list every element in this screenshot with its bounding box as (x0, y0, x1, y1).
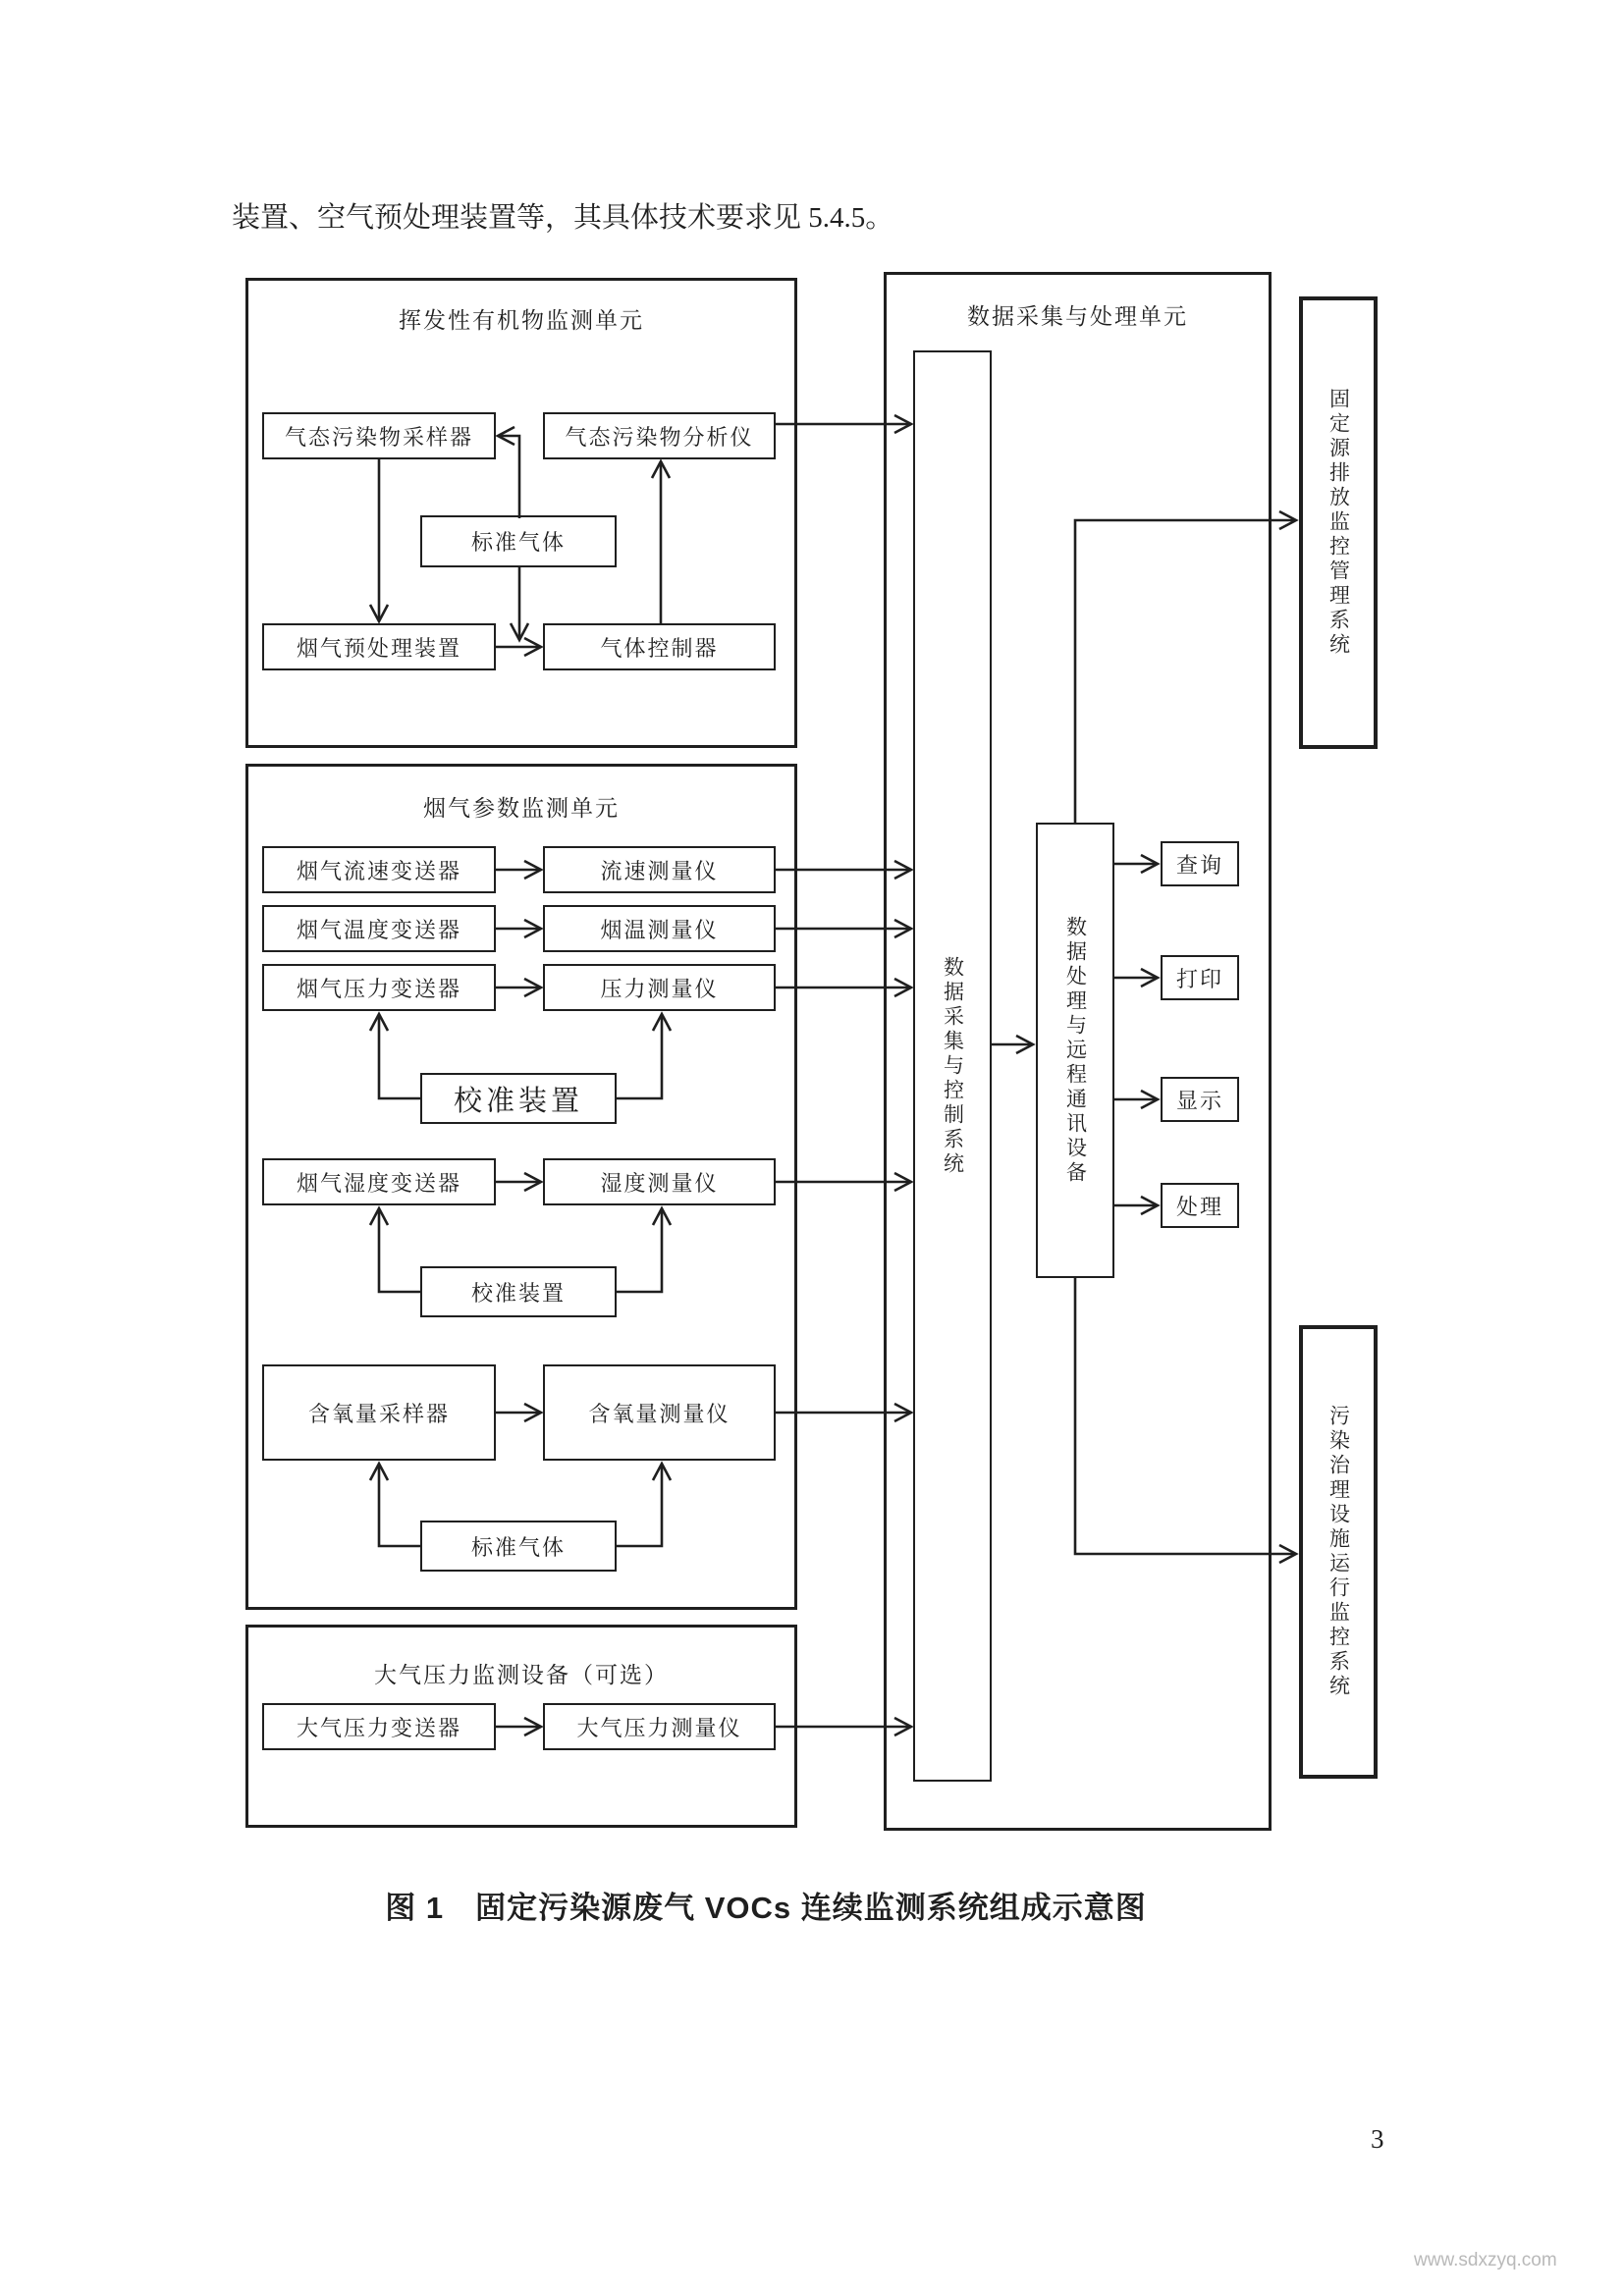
temp-meter-label: 烟温测量仪 (600, 917, 719, 942)
watermark-text: www.sdxzyq.com (1414, 2250, 1557, 2270)
temp-transmitter-box (262, 905, 496, 952)
pollution-control-system-label: 污染治理设施运行监控系统 (1326, 1405, 1351, 1699)
flue-unit-title: 烟气参数监测单元 (423, 796, 620, 821)
page-number: 3 (1371, 2124, 1384, 2154)
calibration-device-2-box (420, 1266, 617, 1317)
voc-monitoring-unit (245, 278, 797, 748)
daq-processing-unit (884, 272, 1272, 1831)
humidity-transmitter-label: 烟气湿度变送器 (296, 1170, 461, 1196)
calibration-device-1-box (420, 1073, 617, 1124)
flue-gas-pretreatment-label: 烟气预处理装置 (296, 635, 461, 661)
oxygen-meter-label: 含氧量测量仪 (588, 1401, 731, 1426)
temp-meter-box (543, 905, 776, 952)
gaseous-pollutant-analyzer-box (543, 412, 776, 459)
oxygen-sampler-box (262, 1364, 496, 1461)
flow-transmitter-label: 烟气流速变送器 (296, 858, 461, 883)
pollution-control-system-box (1299, 1325, 1378, 1779)
pressure-transmitter-box (262, 964, 496, 1011)
standard-gas-box-flue (420, 1521, 617, 1572)
pressure-transmitter-label: 烟气压力变送器 (296, 976, 461, 1001)
standard-gas-label-voc: 标准气体 (470, 530, 566, 555)
process-label: 处理 (1175, 1194, 1223, 1219)
humidity-transmitter-box (262, 1158, 496, 1205)
standard-gas-box-voc (420, 515, 617, 567)
processing-comm-device-label: 数据处理与远程通讯设备 (1063, 915, 1088, 1186)
flow-meter-label: 流速测量仪 (600, 858, 719, 883)
display-label: 显示 (1175, 1088, 1223, 1113)
flow-transmitter-box (262, 846, 496, 893)
flue-parameter-unit (245, 764, 797, 1610)
humidity-meter-label: 湿度测量仪 (600, 1170, 719, 1196)
oxygen-meter-box (543, 1364, 776, 1461)
pressure-meter-box (543, 964, 776, 1011)
atmospheric-pressure-unit (245, 1625, 797, 1828)
oxygen-sampler-label: 含氧量采样器 (307, 1401, 450, 1426)
fixed-source-system-label: 固定源排放监控管理系统 (1326, 388, 1351, 658)
figure-caption: 图 1 固定污染源废气 VOCs 连续监测系统组成示意图 (385, 1891, 1147, 1925)
gas-controller-label: 气体控制器 (600, 635, 719, 661)
temp-transmitter-label: 烟气温度变送器 (296, 917, 461, 942)
gaseous-pollutant-sampler-box (262, 412, 496, 459)
calibration-device-2-label: 校准装置 (470, 1280, 566, 1306)
print-label: 打印 (1175, 966, 1223, 991)
gas-controller-box (543, 623, 776, 670)
flue-gas-pretreatment-box (262, 623, 496, 670)
daq-unit-title: 数据采集与处理单元 (967, 304, 1188, 329)
calibration-device-1-label: 校准装置 (453, 1085, 583, 1117)
atm-unit-title: 大气压力监测设备（可选） (374, 1663, 669, 1687)
standard-gas-label-flue: 标准气体 (470, 1534, 566, 1560)
gaseous-pollutant-sampler-label: 气态污染物采样器 (284, 424, 473, 450)
atm-meter-box (543, 1703, 776, 1750)
intro-paragraph: 装置、空气预处理装置等，其具体技术要求见 5.4.5。 (232, 202, 894, 234)
print-box (1161, 955, 1239, 1000)
voc-unit-title: 挥发性有机物监测单元 (399, 308, 644, 333)
flow-meter-box (543, 846, 776, 893)
gaseous-pollutant-analyzer-label: 气态污染物分析仪 (565, 424, 754, 450)
fixed-source-system-box (1299, 296, 1378, 749)
humidity-meter-box (543, 1158, 776, 1205)
atm-meter-label: 大气压力测量仪 (576, 1715, 742, 1740)
processing-comm-device-box (1036, 823, 1114, 1278)
atm-transmitter-box (262, 1703, 496, 1750)
pressure-meter-label: 压力测量仪 (600, 976, 719, 1001)
atm-transmitter-label: 大气压力变送器 (296, 1715, 461, 1740)
query-box (1161, 841, 1239, 886)
acquisition-control-system-box (913, 350, 992, 1782)
query-label: 查询 (1175, 852, 1223, 878)
display-box (1161, 1077, 1239, 1122)
acquisition-control-system-label: 数据采集与控制系统 (941, 955, 965, 1177)
process-box (1161, 1183, 1239, 1228)
